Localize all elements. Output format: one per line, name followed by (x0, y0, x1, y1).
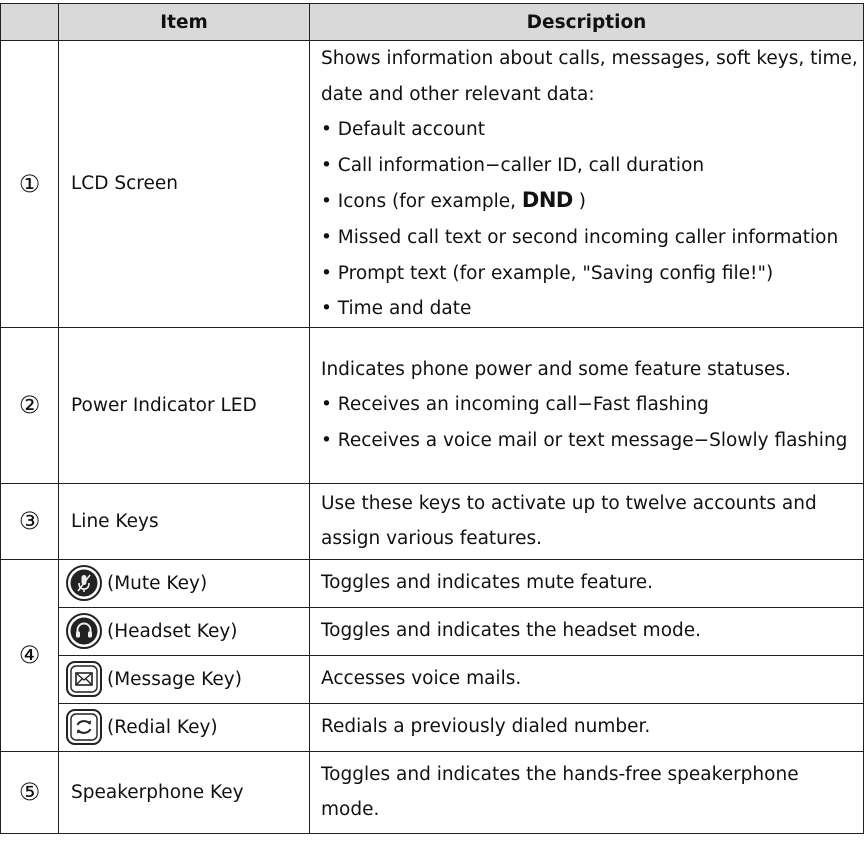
item-name: Power Indicator LED (59, 327, 310, 483)
dnd-icon: DND (521, 188, 573, 213)
icons-text-before: • Icons (for example, (321, 191, 522, 213)
table-row (1, 483, 864, 559)
key-item (59, 703, 310, 751)
row-number: ④ (1, 559, 59, 751)
table-row (1, 559, 864, 607)
table-row (1, 327, 864, 483)
key-description: Accesses voice mails. (310, 655, 864, 703)
mute-icon (65, 564, 103, 602)
key-description: Toggles and indicates mute feature. (310, 559, 864, 607)
table-row (1, 703, 864, 751)
key-description: Toggles and indicates the headset mode. (310, 607, 864, 655)
header-description: Description (310, 4, 864, 41)
description-line: • Receives an incoming call−Fast flashing (321, 394, 709, 416)
description-line: • Call information−caller ID, call duration (321, 154, 705, 176)
headset-key-label: (Headset Key) (107, 620, 238, 642)
mute-key-label: (Mute Key) (107, 572, 208, 594)
item-description (310, 41, 864, 328)
description-line: mode. (321, 799, 380, 821)
message-icon (65, 660, 103, 698)
table-row (1, 655, 864, 703)
description-line: assign various features. (321, 528, 543, 550)
description-line: Use these keys to activate up to twelve accounts and (321, 492, 817, 514)
description-line: Indicates phone power and some feature statuses. (321, 358, 791, 380)
row-number: ① (1, 41, 59, 328)
headset-icon (65, 612, 103, 650)
description-line: date and other relevant data: (321, 83, 595, 105)
key-description: Redials a previously dialed number. (310, 703, 864, 751)
description-line: • Prompt text (for example, "Saving config file!") (321, 262, 774, 284)
key-item (59, 559, 310, 607)
item-name: LCD Screen (59, 41, 310, 328)
header-item: Item (59, 4, 310, 41)
row-number: ⑤ (1, 751, 59, 833)
row-number: ② (1, 327, 59, 483)
table-row (1, 41, 864, 328)
item-description (310, 483, 864, 559)
redial-icon (65, 708, 103, 746)
table-row (1, 751, 864, 833)
row-number: ③ (1, 483, 59, 559)
table-row (1, 607, 864, 655)
description-line: • Default account (321, 119, 485, 141)
description-line: • Time and date (321, 298, 472, 320)
item-description (310, 327, 864, 483)
header-number-cell (1, 4, 59, 41)
key-item (59, 607, 310, 655)
feature-table (0, 3, 864, 834)
key-item (59, 655, 310, 703)
item-description (310, 751, 864, 833)
description-line-icons (321, 183, 857, 220)
item-name: Speakerphone Key (59, 751, 310, 833)
message-key-label: (Message Key) (107, 668, 242, 690)
redial-key-label: (Redial Key) (107, 716, 218, 738)
description-line: • Missed call text or second incoming caller information (321, 226, 839, 248)
description-line: Shows information about calls, messages, soft keys, time, (321, 48, 858, 69)
item-name: Line Keys (59, 483, 310, 559)
icons-text-after: ) (572, 191, 586, 213)
table-header-row (1, 4, 864, 41)
description-line: • Receives a voice mail or text message−Slowly flashing (321, 430, 848, 452)
description-line: Toggles and indicates the hands-free speakerphone (321, 763, 799, 785)
